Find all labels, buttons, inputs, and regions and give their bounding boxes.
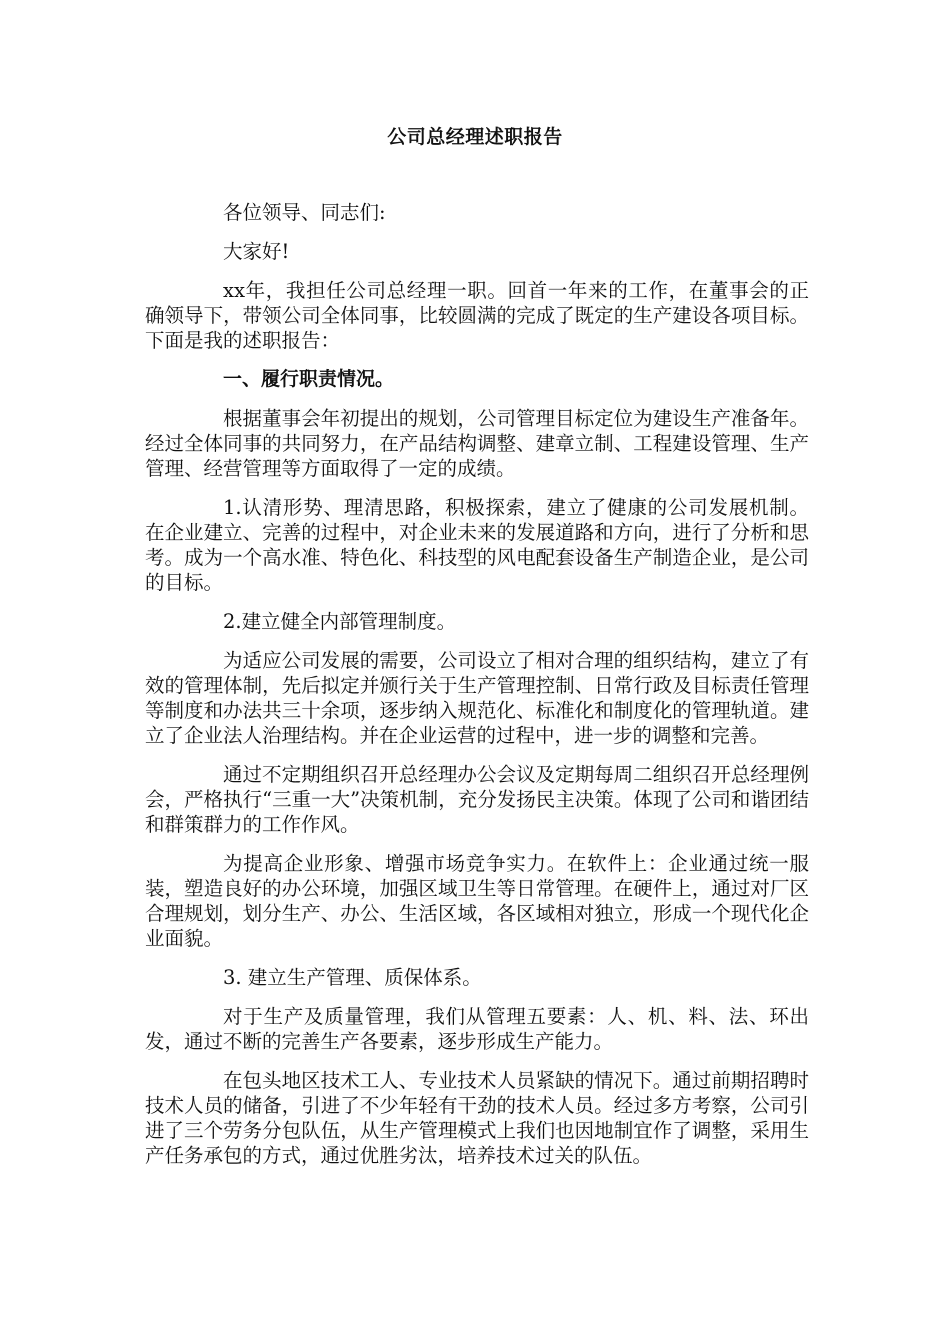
body-paragraph: 1.认清形势、理清思路，积极探索，建立了健康的公司发展机制。 在企业建立、完善的过程中，对企业未来的发展道路和方向，进行了分析和思考。成为一个高水准、特色化、科技型的风电配套设备生产制造企业，是公司的目标。 [145, 496, 809, 594]
body-paragraph: 根据董事会年初提出的规划，公司管理目标定位为建设生产准备年。经过全体同事的共同努力，在产品结构调整、建章立制、工程建设管理、生产管理、经营管理等方面取得了一定的成绩。 [145, 407, 809, 480]
body-paragraph: 对于生产及质量管理，我们从管理五要素：人、机、料、法、环出发，通过不断的完善生产各要素，逐步形成生产能力。 [145, 1005, 809, 1053]
body-paragraph: 为适应公司发展的需要，公司设立了相对合理的组织结构，建立了有效的管理体制，先后拟定并颁行关于生产管理控制、日常行政及目标责任管理等制度和办法共三十余项，逐步纳入规范化、标准化和制度化的管理轨道。建立了企业法人治理结构。并在企业运营的过程中，进一步的调整和完善。 [145, 649, 809, 747]
subsection-heading-2: 2.建立健全内部管理制度。 [223, 610, 457, 633]
greeting: 大家好! [223, 240, 290, 263]
body-paragraph: 通过不定期组织召开总经理办公会议及定期每周二组织召开总经理例会，严格执行“三重一大”决策机制，充分发扬民主决策。体现了公司和谐团结和群策群力的工作作风。 [145, 763, 809, 836]
body-paragraph: 为提高企业形象、增强市场竞争实力。在软件上：企业通过统一服装，塑造良好的办公环境，加强区域卫生等日常管理。在硬件上，通过对厂区合理规划，划分生产、办公、生活区域，各区域相对独立，形成一个现代化企业面貌。 [145, 852, 809, 950]
intro-paragraph: xx年，我担任公司总经理一职。回首一年来的工作，在董事会的正确领导下，带领公司全体同事，比较圆满的完成了既定的生产建设各项目标。下面是我的述职报告： [145, 279, 809, 352]
document-body [145, 200, 809, 1182]
subsection-heading-3: 3. 建立生产管理、质保体系。 [223, 966, 482, 989]
document-title: 公司总经理述职报告 [387, 126, 563, 148]
section-heading-1: 一、履行职责情况。 [223, 368, 395, 390]
salutation: 各位领导、同志们: [223, 201, 386, 224]
body-paragraph: 在包头地区技术工人、专业技术人员紧缺的情况下。通过前期招聘时技术人员的储备，引进了不少年轻有干劲的技术人员。经过多方考察，公司引进了三个劳务分包队伍，从生产管理模式上我们也因地制宜作了调整，采用生产任务承包的方式，通过优胜劣汰，培养技术过关的队伍。 [145, 1069, 809, 1167]
